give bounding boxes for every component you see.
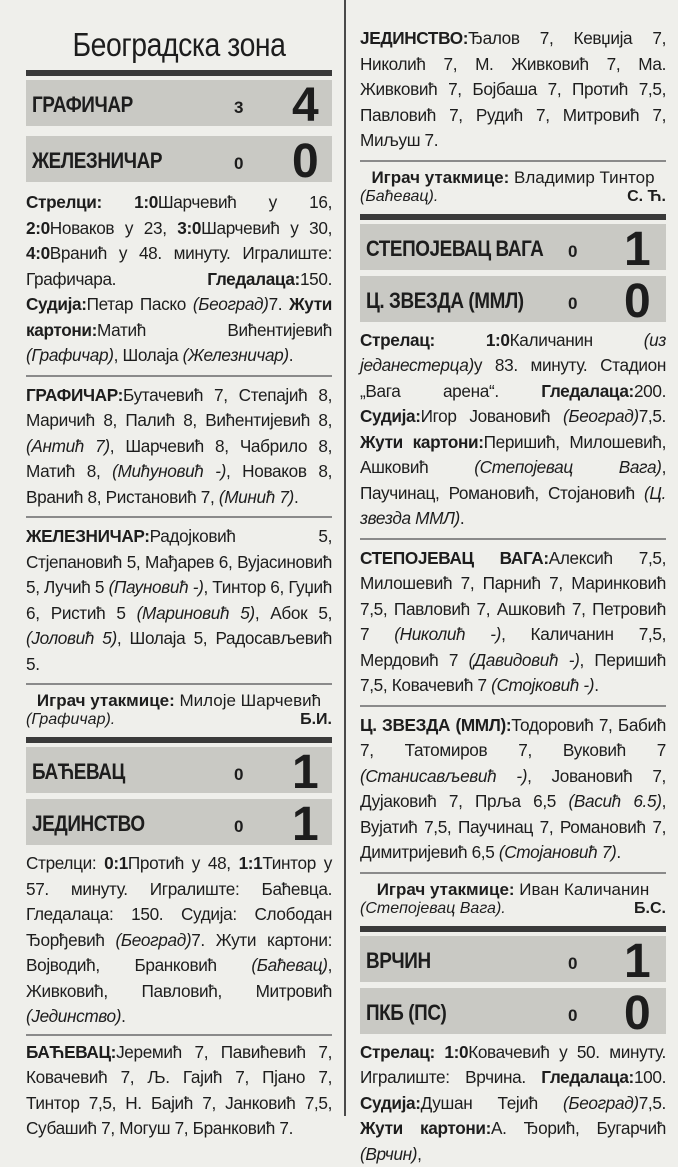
text-run: Алексић 7,5, Милошевић 7, Парнић 7, Маринковић 7,5, Павловић 7, Ашковић 7, Петровић 7 bbox=[360, 548, 666, 645]
text-run: Душан Тејић bbox=[421, 1093, 563, 1113]
motm-club: (Графичар). bbox=[26, 711, 115, 729]
halftime-score: 0 bbox=[568, 1006, 577, 1026]
text-run: , Абок 5, bbox=[255, 603, 332, 623]
bold-text: Гледалаца: bbox=[207, 269, 300, 289]
text-run: Каличанин bbox=[510, 330, 644, 350]
score-row-home bbox=[360, 936, 666, 982]
divider bbox=[26, 1034, 332, 1036]
italic-text: (Ц. звезда ММЛ) bbox=[360, 483, 666, 529]
scorebox-match3 bbox=[360, 224, 666, 322]
final-score: 0 bbox=[292, 134, 319, 189]
halftime-score: 0 bbox=[234, 817, 243, 837]
italic-text: (Београд) bbox=[116, 930, 192, 950]
text-run: , Паучинац, Романовић, Стојановић bbox=[360, 457, 666, 503]
italic-text: (Београд) bbox=[193, 294, 269, 314]
final-score: 4 bbox=[292, 78, 319, 133]
match-report bbox=[26, 851, 332, 1030]
bold-text: ЖЕЛЕЗНИЧАР: bbox=[26, 526, 150, 546]
italic-text: (Пауновић -) bbox=[109, 577, 204, 597]
bold-text: СТЕПОЈЕВАЦ ВАГА: bbox=[360, 548, 549, 568]
text-run: 7,5. bbox=[639, 406, 666, 426]
divider bbox=[360, 705, 666, 707]
bold-text: Стрелац: 1:0 bbox=[360, 1042, 468, 1062]
left-column bbox=[26, 0, 332, 1116]
bold-text: Гледалаца: bbox=[541, 1067, 634, 1087]
text-run: 7,5. bbox=[639, 1093, 666, 1113]
bold-text: БАЋЕВАЦ: bbox=[26, 1042, 116, 1062]
text-run: , Живковић, Павловић, Митровић bbox=[26, 955, 332, 1001]
final-score: 1 bbox=[624, 934, 651, 989]
text-run: Петар Паско bbox=[87, 294, 193, 314]
italic-text: (Станисављевић -) bbox=[360, 766, 527, 786]
motm-name: Милоје Шарчевић bbox=[180, 691, 322, 710]
divider bbox=[360, 160, 666, 162]
scorebox-match4 bbox=[360, 936, 666, 1034]
italic-text: (Степојевац Вага) bbox=[474, 457, 661, 477]
bold-text: Жути картони: bbox=[26, 294, 332, 340]
text-run: Протић у 48, bbox=[128, 853, 239, 873]
text-run: . bbox=[121, 1006, 125, 1026]
bold-text: Стрелац: 1:0 bbox=[360, 330, 510, 350]
bold-text: Жути картони: bbox=[360, 1118, 491, 1138]
bold-text: 1:1 bbox=[239, 853, 263, 873]
divider bbox=[26, 375, 332, 377]
motm-footer bbox=[360, 188, 666, 212]
team-name: ГРАФИЧАР bbox=[32, 92, 133, 118]
bold-text: 3:0 bbox=[177, 218, 201, 238]
final-score: 1 bbox=[292, 797, 319, 852]
text-run: Ђалов 7, Кевџија 7, Николић 7, М. Живковић 7, Ма. Живковић 7, Бојбаша 7, Протић 7,5, Павловић 7, Рудић 7, Митровић 7, Миљуш 7. bbox=[360, 28, 666, 150]
bold-text: ЈЕДИНСТВО: bbox=[360, 28, 468, 48]
bold-text: Гледалаца: bbox=[541, 381, 634, 401]
team-name: ЖЕЛЕЗНИЧАР bbox=[32, 148, 162, 174]
text-run: , Јовановић 7, Дујаковић 7, Прља 6,5 bbox=[360, 766, 666, 812]
scorebox-match2 bbox=[26, 747, 332, 845]
motm-footer bbox=[26, 711, 332, 735]
text-run: , Шарчевић 8, Чабрило 8, Матић 8, bbox=[26, 436, 332, 482]
author-signature: С. Ћ. bbox=[627, 188, 666, 206]
text-run: , Тинтор 6, Гуџић 6, Ристић 5 bbox=[26, 577, 332, 623]
italic-text: (Београд) bbox=[563, 1093, 639, 1113]
match-report bbox=[26, 190, 332, 369]
team-name: СТЕПОЈЕВАЦ ВАГА bbox=[366, 236, 543, 262]
divider bbox=[26, 683, 332, 685]
motm-club: (Баћевац). bbox=[360, 188, 438, 206]
motm-club: (Степојевац Вага). bbox=[360, 900, 506, 918]
team-name: БАЋЕВАЦ bbox=[32, 759, 125, 785]
text-run: , Каличанин 7,5, Мердовић 7 bbox=[360, 624, 666, 670]
text-run: 100. bbox=[634, 1067, 666, 1087]
text-run: Шарчевић у 30, bbox=[201, 218, 332, 238]
italic-text: (Мариновић 5) bbox=[137, 603, 255, 623]
score-row-home bbox=[360, 224, 666, 270]
text-run: 7. Жути картони: Војводић, Бранковић bbox=[26, 930, 332, 976]
text-run: . bbox=[289, 345, 293, 365]
halftime-score: 0 bbox=[234, 154, 243, 174]
text-run: Игор Јовановић bbox=[421, 406, 563, 426]
bold-text: Судија: bbox=[26, 294, 87, 314]
text-run: . bbox=[616, 842, 620, 862]
halftime-score: 3 bbox=[234, 98, 243, 118]
match-report bbox=[360, 328, 666, 532]
bold-text: Стрелци: 1:0 bbox=[26, 192, 158, 212]
man-of-match bbox=[360, 880, 666, 900]
divider bbox=[26, 516, 332, 518]
halftime-score: 0 bbox=[568, 294, 577, 314]
italic-text: (Давидовић -) bbox=[469, 650, 580, 670]
text-run: , Перишић 7,5, Ковачевић 7 bbox=[360, 650, 666, 696]
home-lineup bbox=[26, 1040, 332, 1142]
text-run: Ковачевић у 50. минуту. Игралиште: Врчина. bbox=[360, 1042, 666, 1088]
italic-text: (из једанестерца) bbox=[360, 330, 666, 376]
team-name: ЈЕДИНСТВО bbox=[32, 811, 145, 837]
score-row-home bbox=[26, 80, 332, 126]
text-run: Тинтор у 57. минуту. Игралиште: Баћевца. Гледалаца: 150. Судија: Слободан Ђорђевић bbox=[26, 853, 332, 950]
motm-label: Играч утакмице: bbox=[377, 880, 515, 899]
author-signature: Б.С. bbox=[634, 900, 666, 918]
text-run: Матић Вићентијевић bbox=[97, 320, 332, 340]
text-run: А. Ђорић, Бугарчић bbox=[491, 1118, 666, 1138]
text-run: Тодоровић 7, Бабић 7, Татомиров 7, Вуковић 7 bbox=[360, 715, 666, 761]
team-name: ВРЧИН bbox=[366, 948, 431, 974]
bold-text: ГРАФИЧАР: bbox=[26, 385, 123, 405]
halftime-score: 0 bbox=[568, 954, 577, 974]
italic-text: (Баћевац) bbox=[251, 955, 327, 975]
score-row-away bbox=[360, 276, 666, 322]
away-lineup bbox=[360, 713, 666, 866]
section-title: Београдска зона bbox=[47, 24, 310, 66]
match-report bbox=[360, 1040, 666, 1167]
italic-text: (Стојановић 7) bbox=[499, 842, 616, 862]
team-name: ПКБ (ПС) bbox=[366, 1000, 446, 1026]
italic-text: (Минић 7) bbox=[219, 487, 294, 507]
score-row-away bbox=[26, 136, 332, 182]
bold-text: Жути картони: bbox=[360, 432, 484, 452]
bold-text: Судија: bbox=[360, 406, 421, 426]
italic-text: (Графичар) bbox=[26, 345, 114, 365]
text-run: Радојковић 5, Стјепановић 5, Мађарев 6, Вујасиновић 5, Лучић 5 bbox=[26, 526, 332, 597]
italic-text: (Јоловић 5) bbox=[26, 628, 117, 648]
score-row-away bbox=[26, 799, 332, 845]
motm-name: Иван Каличанин bbox=[519, 880, 649, 899]
divider bbox=[360, 538, 666, 540]
text-run: Бутачевић 7, Степајић 8, Маричић 8, Палић 8, Вићентијевић 8, bbox=[26, 385, 332, 431]
text-run: , bbox=[417, 1144, 421, 1164]
score-rule bbox=[360, 926, 666, 932]
text-run: Перишић, Милошевић, Ашковић bbox=[360, 432, 666, 478]
italic-text: (Врчин) bbox=[360, 1144, 417, 1164]
final-score: 0 bbox=[624, 986, 651, 1041]
bold-text: Судија: bbox=[360, 1093, 421, 1113]
author-signature: Б.И. bbox=[300, 711, 332, 729]
text-run: Јеремић 7, Павићевић 7, Ковачевић 7, Љ. Гајић 7, Пјано 7, Тинтор 7,5, Н. Бајић 7, Јанковић 7,5, Субашић 7, Могуш 7, Бранковић 7. bbox=[26, 1042, 332, 1139]
italic-text: (Београд) bbox=[563, 406, 639, 426]
right-column bbox=[360, 0, 666, 1116]
halftime-score: 0 bbox=[234, 765, 243, 785]
italic-text: (Васић 6.5) bbox=[569, 791, 662, 811]
home-lineup bbox=[360, 546, 666, 699]
halftime-score: 0 bbox=[568, 242, 577, 262]
divider bbox=[360, 872, 666, 874]
text-run: у 83. минуту. Стадион „Вага арена“. bbox=[360, 355, 666, 401]
text-run: . bbox=[294, 487, 298, 507]
man-of-match bbox=[360, 168, 666, 188]
bold-text: 4:0 bbox=[26, 243, 50, 263]
bold-text: 2:0 bbox=[26, 218, 50, 238]
away-lineup bbox=[26, 524, 332, 677]
away-lineup bbox=[360, 26, 666, 154]
italic-text: (Стојковић -) bbox=[491, 675, 594, 695]
italic-text: (Јединство) bbox=[26, 1006, 121, 1026]
score-rule bbox=[26, 70, 332, 76]
final-score: 1 bbox=[292, 745, 319, 800]
man-of-match bbox=[26, 691, 332, 711]
score-rule bbox=[360, 214, 666, 220]
final-score: 0 bbox=[624, 274, 651, 329]
score-rule bbox=[26, 737, 332, 743]
text-run: . bbox=[594, 675, 598, 695]
score-row-away bbox=[360, 988, 666, 1034]
bold-text: 0:1 bbox=[104, 853, 128, 873]
text-run: 150. bbox=[300, 269, 332, 289]
final-score: 1 bbox=[624, 222, 651, 277]
italic-text: (Антић 7) bbox=[26, 436, 110, 456]
text-run: 7. bbox=[269, 294, 290, 314]
text-run: . bbox=[460, 508, 464, 528]
column-divider bbox=[344, 0, 346, 1116]
text-run: , Шолаја bbox=[114, 345, 183, 365]
italic-text: (Николић -) bbox=[394, 624, 501, 644]
italic-text: (Мићуновић -) bbox=[112, 461, 226, 481]
italic-text: (Железничар) bbox=[183, 345, 289, 365]
motm-label: Играч утакмице: bbox=[37, 691, 175, 710]
text-run: Новаков у 23, bbox=[50, 218, 178, 238]
text-run: 200. bbox=[634, 381, 666, 401]
motm-footer bbox=[360, 900, 666, 924]
text-run: Стрелци: bbox=[26, 853, 104, 873]
text-run: , Шолаја 5, Радосављевић 5. bbox=[26, 628, 332, 674]
text-run: , Новаков 8, Вранић 8, Ристановић 7, bbox=[26, 461, 332, 507]
text-run: , Вујатић 7,5, Паучинац 7, Романовић 7, Димитријевић 6,5 bbox=[360, 791, 666, 862]
score-row-home bbox=[26, 747, 332, 793]
motm-name: Владимир Тинтор bbox=[514, 168, 655, 187]
motm-label: Играч утакмице: bbox=[371, 168, 509, 187]
bold-text: Ц. ЗВЕЗДА (ММЛ): bbox=[360, 715, 511, 735]
text-run: Вранић у 48. минуту. Игралиште: Графичара. bbox=[26, 243, 332, 289]
home-lineup bbox=[26, 383, 332, 511]
scorebox-match1 bbox=[26, 80, 332, 182]
team-name: Ц. ЗВЕЗДА (ММЛ) bbox=[366, 288, 524, 314]
text-run: Шарчевић у 16, bbox=[158, 192, 332, 212]
